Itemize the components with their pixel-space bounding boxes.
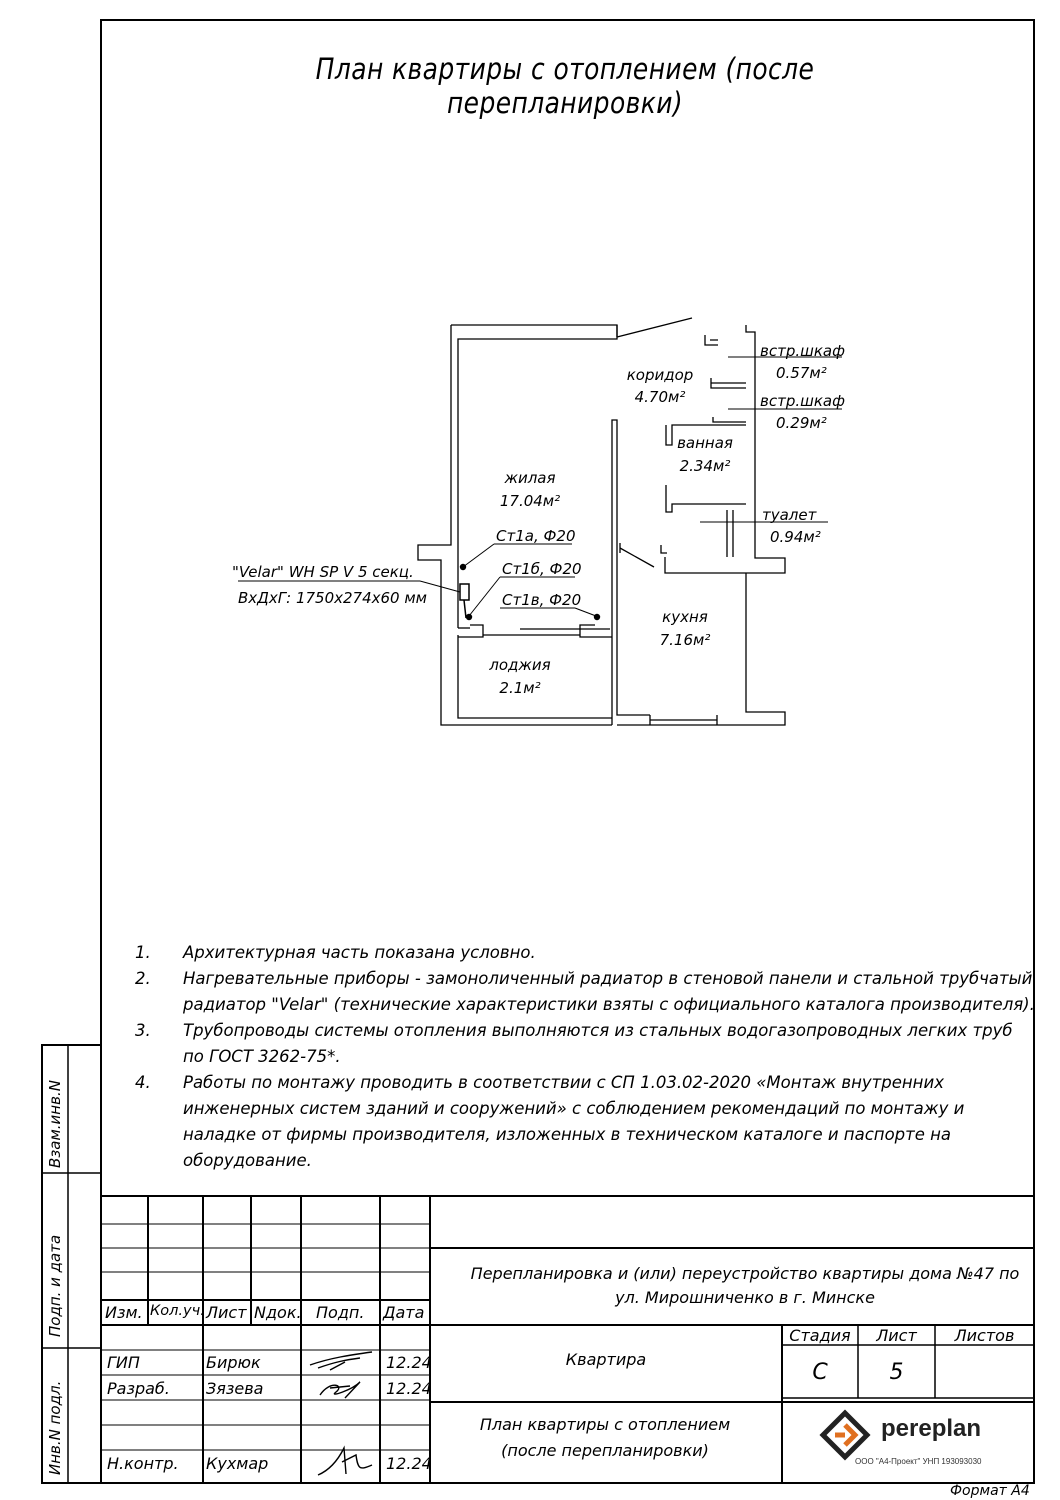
room-zhilaya-name: жилая [504,469,556,487]
stamp-header-podp: Подп. [316,1303,365,1322]
riser-st1v-dot [594,614,600,620]
room-shkaf2-name: встр.шкаф [760,392,845,410]
riser-st1b-dot [466,614,472,620]
note-number: 3. [135,1021,151,1040]
room-tualet-area: 0.94м² [770,528,821,546]
format-label: Формат А4 [950,1483,1030,1499]
note-item [135,940,1035,966]
room-lodzhiya-name: лоджия [489,656,551,674]
stamp-stadiya-value: С [812,1360,828,1385]
riser-st1a-label: Ст1а, Ф20 [496,527,576,545]
signatures [310,1352,372,1475]
note-item [135,1018,1035,1070]
stamp-list-label: Лист [876,1326,917,1345]
stamp-list-value: 5 [889,1360,904,1385]
stamp-project-title: Перепланировка и (или) переустройство квартиры дома №47 по ул. Мирошниченко в г. Минске [470,1264,1020,1307]
company-line: ООО "А4-Проект" УНП 193093030 [855,1457,982,1466]
note-text: Работы по монтажу проводить в соответствии с СП 1.03.02-2020 «Монтаж внутренних инженерных систем зданий и сооружений» с соблюдением рекомендаций по монтажу и наладке от фирмы производителя, изложенных в техническом каталоге и паспорте на оборудование. [183,1073,965,1170]
stamp-stadiya-label: Стадия [789,1326,851,1345]
room-tualet-name: туалет [762,506,817,524]
note-text: Трубопроводы системы отопления выполняются из стальных водогазопроводных легких труб по ГОСТ 3262-75*. [183,1021,1013,1066]
radiator-dims-label: ВхДхГ: 1750х274х60 мм [238,589,427,607]
riser-st1a-dot [460,564,466,570]
stamp-header-izm: Изм. [105,1303,143,1322]
stamp-date-nkontr: 12.24 [386,1454,432,1473]
stamp-date-razrab: 12.24 [386,1379,432,1398]
stamp-header-list: Лист [206,1303,247,1322]
note-text: Архитектурная часть показана условно. [183,943,536,962]
room-koridor-area: 4.70м² [634,388,686,406]
room-shkaf1-name: встр.шкаф [760,342,845,360]
stamp-name-nkontr: Кухмар [206,1454,269,1473]
room-kukhnya-name: кухня [662,608,708,626]
company-logo [815,1405,1015,1475]
note-item [135,1070,1035,1174]
radiator-model-label: "Velar" WH SP V 5 секц. [232,563,414,581]
stamp-role-razrab: Разраб. [107,1379,170,1398]
room-zhilaya-area: 17.04м² [499,492,561,510]
room-koridor-name: коридор [626,366,694,384]
note-number: 4. [135,1073,151,1092]
stamp-name-razrab: Зязева [206,1379,264,1398]
page-title: План квартиры с отоплением (после перепланировки) [315,52,815,120]
room-shkaf2-area: 0.29м² [776,414,827,432]
stamp-role-gip: ГИП [107,1353,140,1372]
side-label-vzam: Взам.инв.N [46,1080,64,1168]
room-lodzhiya-area: 2.1м² [499,679,541,697]
side-label-inv: Инв.N подл. [46,1380,64,1475]
stamp-role-nkontr: Н.контр. [107,1454,179,1473]
stamp-sheet-title: План квартиры с отоплением (после перепланировки) [479,1415,731,1460]
note-number: 1. [135,943,151,962]
side-label-podp: Подп. и дата [46,1234,64,1337]
notes-list [135,940,1035,1174]
note-number: 2. [135,969,151,988]
note-item [135,966,1035,1018]
stamp-name-gip: Бирюк [206,1353,261,1372]
room-kukhnya-area: 7.16м² [659,631,711,649]
riser-st1b-label: Ст1б, Ф20 [502,560,582,578]
riser-st1v-label: Ст1в, Ф20 [502,591,582,609]
stamp-header-kolch: Кол.уч. [150,1303,205,1319]
note-text: Нагревательные приборы - замоноличенный радиатор в стеновой панели и стальной трубчатый радиатор "Velar" (технические характеристики взяты с официального каталога производителя). [183,969,1035,1014]
room-vannaya-name: ванная [677,434,733,452]
stamp-header-data: Дата [383,1303,425,1322]
stamp-listov-label: Листов [954,1326,1015,1345]
logo-wordmark: pereplan [881,1415,982,1442]
room-vannaya-area: 2.34м² [679,457,731,475]
stamp-header-ndok: Nдок. [254,1303,302,1322]
stamp-date-gip: 12.24 [386,1353,432,1372]
room-shkaf1-area: 0.57м² [776,364,827,382]
stamp-object: Квартира [565,1350,647,1369]
